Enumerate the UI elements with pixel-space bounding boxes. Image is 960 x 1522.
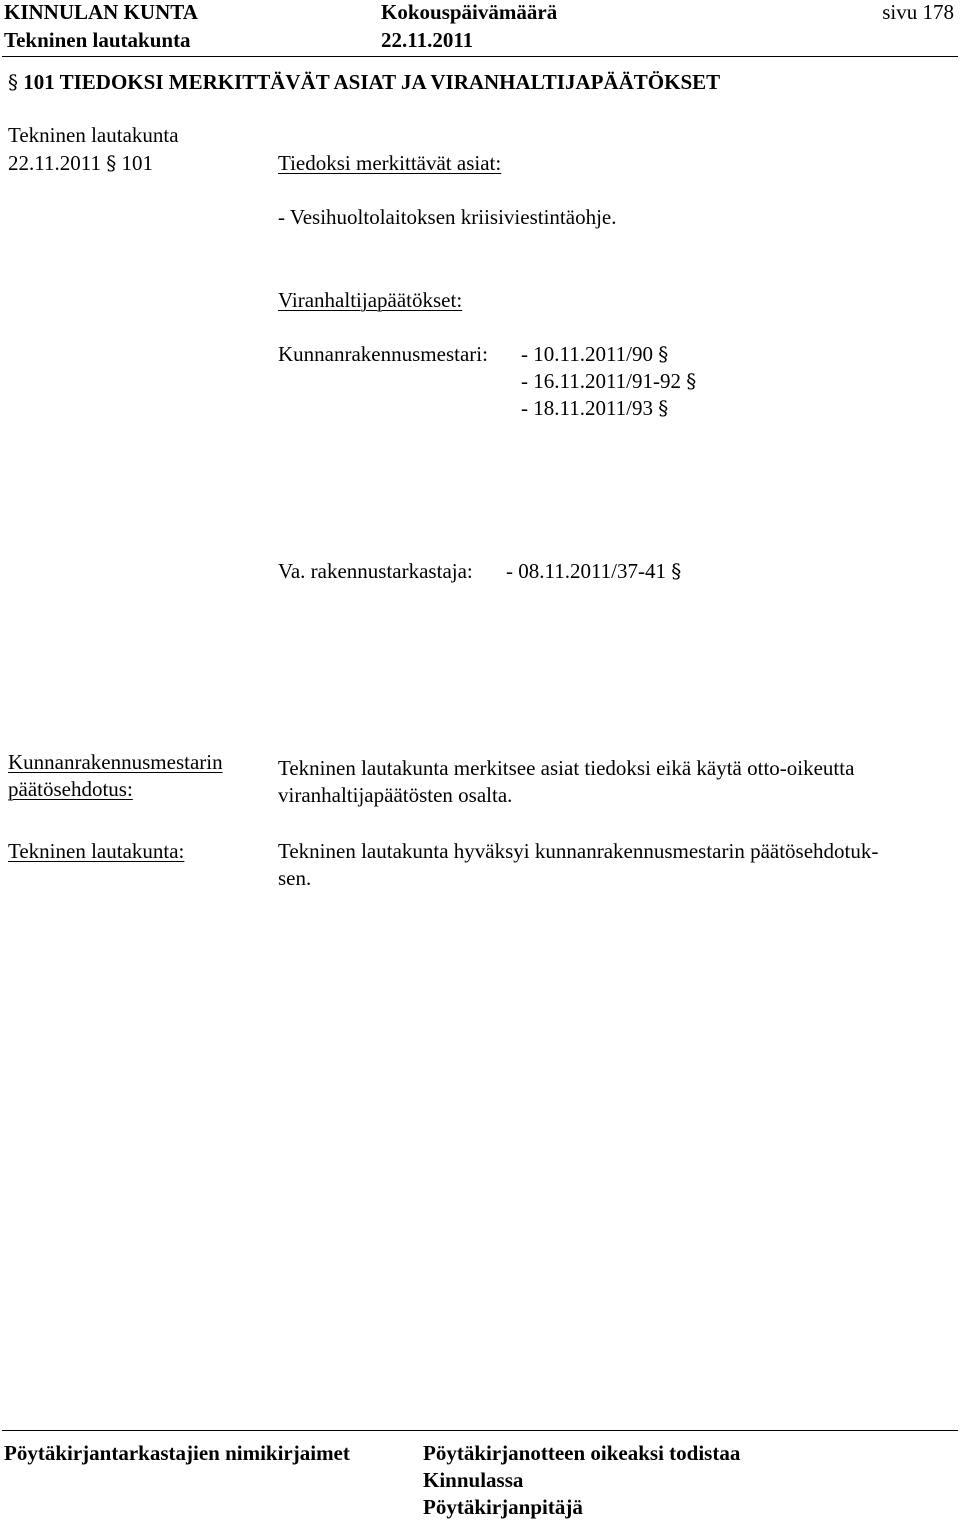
proposal-text: Tekninen lautakunta merkitsee asiat tiedoksi eikä käytä otto-oikeutta viranhaltijapäätösten osalta.: [278, 756, 855, 807]
footer-secretary: Pöytäkirjanpitäjä: [423, 1495, 583, 1519]
resolution-label: Tekninen lautakunta:: [8, 839, 185, 863]
meeting-ref-date: 22.11.2011: [8, 151, 101, 175]
header-date: 22.11.2011: [381, 28, 474, 52]
header-board: Tekninen lautakunta: [4, 28, 191, 52]
proposal-label-line1: Kunnanrakennusmestarin: [8, 750, 223, 774]
meeting-ref-line: [8, 153, 153, 174]
meeting-ref-number: 101: [121, 151, 153, 175]
decision-entry: - 18.11.2011/93 §: [521, 396, 669, 420]
section-title: [8, 72, 720, 93]
proposal-label-line2: päätösehdotus:: [8, 777, 133, 801]
paragraph-symbol-icon: §: [658, 342, 669, 366]
resolution-text-line2: sen.: [278, 866, 312, 890]
header-municipality: KINNULAN KUNTA: [4, 0, 198, 24]
official-1-title: Kunnanrakennusmestari:: [278, 342, 488, 366]
meeting-ref-board: Tekninen lautakunta: [8, 123, 179, 147]
notices-heading: Tiedoksi merkittävät asiat:: [278, 151, 502, 175]
header-date-label: Kokouspäivämäärä: [381, 0, 558, 24]
official-2-title: Va. rakennustarkastaja:: [278, 559, 473, 583]
footer-place: Kinnulassa: [423, 1468, 524, 1492]
resolution-text-line1: Tekninen lautakunta hyväksyi kunnanrakennusmestarin päätösehdotuk-: [278, 839, 879, 863]
paragraph-symbol-icon: §: [671, 559, 682, 583]
footer-divider: [2, 1430, 958, 1431]
decisions-heading: Viranhaltijapäätökset:: [278, 288, 463, 312]
paragraph-symbol-icon: §: [686, 369, 697, 393]
decision-entry: - 08.11.2011/37-41 §: [506, 559, 682, 583]
notice-item: - Vesihuoltolaitoksen kriisiviestintäohje.: [278, 205, 617, 229]
decision-entry: - 16.11.2011/91-92 §: [521, 369, 697, 393]
header-divider: [2, 56, 958, 57]
header-page-number: sivu 178: [882, 0, 954, 24]
paragraph-symbol-icon: §: [106, 151, 117, 175]
section-title-text: 101 TIEDOKSI MERKITTÄVÄT ASIAT JA VIRANHALTIJAPÄÄTÖKSET: [23, 70, 721, 94]
paragraph-symbol-icon: §: [8, 70, 18, 94]
decision-entry: - 10.11.2011/90 §: [521, 342, 669, 366]
footer-certified: Pöytäkirjanotteen oikeaksi todistaa: [423, 1441, 741, 1465]
paragraph-symbol-icon: §: [658, 396, 669, 420]
footer-inspectors: Pöytäkirjantarkastajien nimikirjaimet: [4, 1441, 350, 1465]
